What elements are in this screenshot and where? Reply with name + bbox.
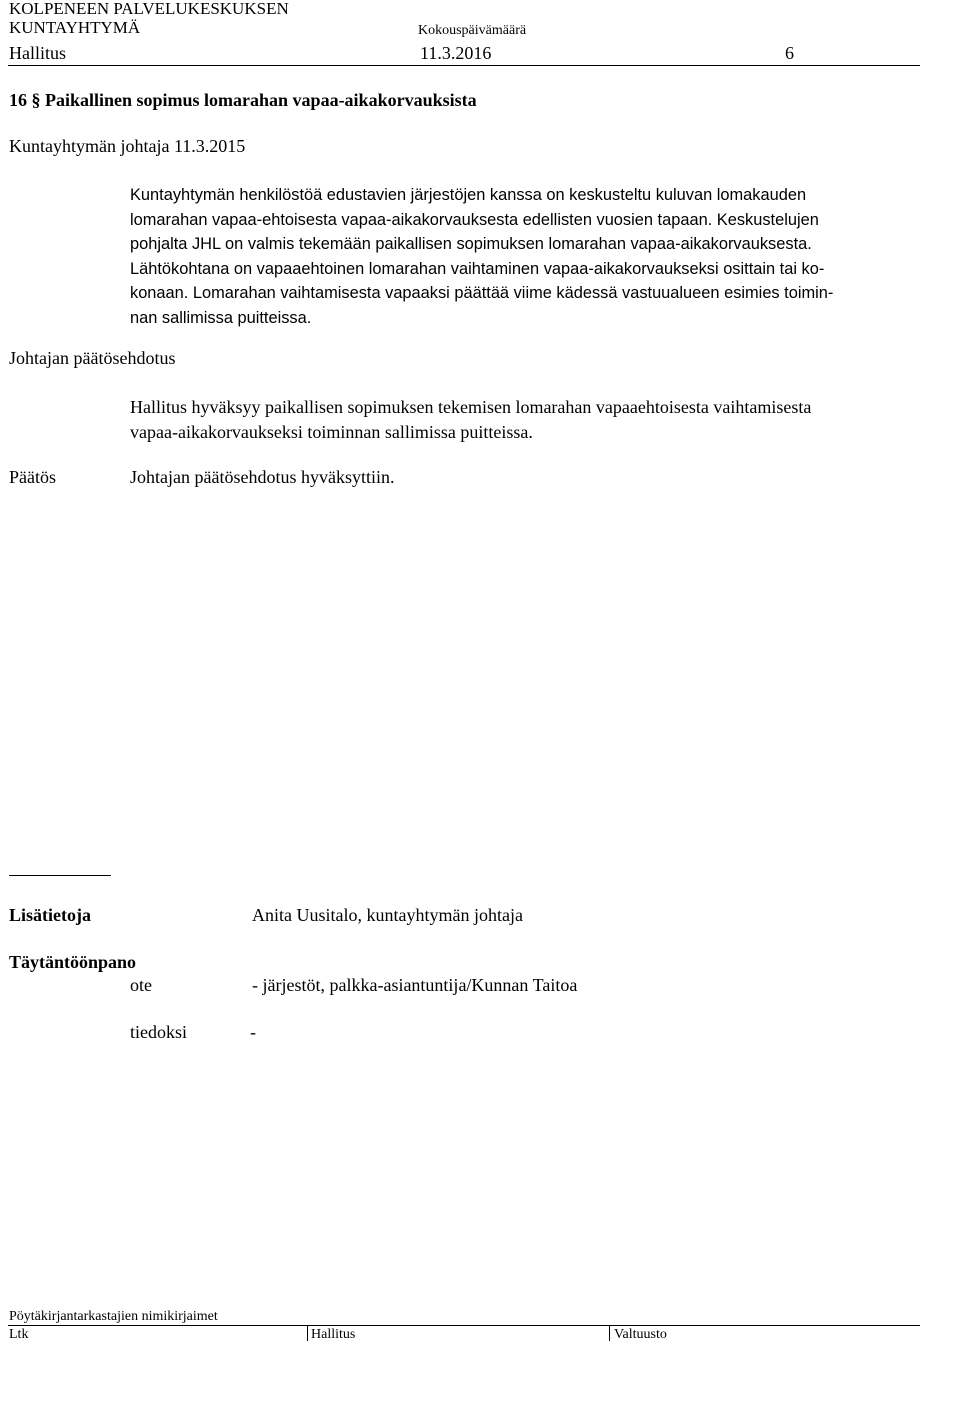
intro-line: konaan. Lomarahan vaihtamisesta vapaaksi päättää viime kädessä vastuualueen esimies toimin- <box>130 284 834 302</box>
signatures-title: Pöytäkirjantarkastajien nimikirjaimet <box>9 1309 218 1324</box>
intro-line: Kuntayhtymän henkilöstöä edustavien järjestöjen kanssa on keskusteltu kuluvan lomakauden <box>130 186 807 204</box>
preparer-line: Kuntayhtymän johtaja 11.3.2015 <box>9 136 246 156</box>
implementation-label: Täytäntöönpano <box>9 952 137 972</box>
info-label: Lisätietoja <box>9 905 91 925</box>
section-number: 16 <box>9 90 27 110</box>
decision-text: Johtajan päätösehdotus hyväksyttiin. <box>130 467 395 487</box>
signatures-rule <box>8 1325 920 1326</box>
ote-value: - järjestöt, palkka-asiantuntija/Kunnan Taitoa <box>252 975 578 995</box>
info-value: Anita Uusitalo, kuntayhtymän johtaja <box>252 905 523 925</box>
org-name: KOLPENEEN PALVELUKESKUKSEN <box>9 0 289 18</box>
header-date: 11.3.2016 <box>420 43 492 63</box>
tiedoksi-value: - <box>250 1022 256 1042</box>
signature-col-hallitus: Hallitus <box>311 1327 356 1342</box>
proposal-label: Johtajan päätösehdotus <box>9 348 176 368</box>
signature-col-ltk: Ltk <box>9 1327 29 1342</box>
section-title <box>9 90 477 110</box>
decision-label: Päätös <box>9 467 56 487</box>
section-symbol: § <box>31 90 41 110</box>
separator-rule <box>9 875 111 876</box>
intro-line: Lähtökohtana on vapaaehtoinen lomarahan vaihtaminen vapaa-aikakorvaukseksi osittain tai ko- <box>130 259 825 278</box>
section-title-text: Paikallinen sopimus lomarahan vapaa-aikakorvauksista <box>45 90 477 110</box>
page-number: 6 <box>785 43 794 63</box>
proposal-paragraph <box>130 395 811 444</box>
ote-label: ote <box>130 975 152 995</box>
header-body: Hallitus <box>9 43 66 63</box>
intro-line: lomarahan vapaa-ehtoisesta vapaa-aikakorvauksesta edellisten vuosien tapaan. Keskustelujen <box>130 210 819 229</box>
header-rule <box>8 65 920 66</box>
intro-paragraph <box>130 183 833 330</box>
intro-line: nan sallimissa puitteissa. <box>130 308 312 327</box>
intro-line: pohjalta JHL on valmis tekemään paikallisen sopimuksen lomarahan vapaa-aikakorvauksesta. <box>130 235 812 253</box>
signature-col-valtuusto: Valtuusto <box>614 1327 667 1342</box>
tiedoksi-label: tiedoksi <box>130 1022 187 1042</box>
signature-divider <box>609 1325 610 1341</box>
meeting-date-label: Kokouspäivämäärä <box>418 23 527 38</box>
signature-divider <box>307 1325 308 1341</box>
proposal-line: vapaa-aikakorvaukseksi toiminnan sallimissa puitteissa. <box>130 421 533 442</box>
dept-name: KUNTAYHTYMÄ <box>9 18 141 37</box>
proposal-line: Hallitus hyväksyy paikallisen sopimuksen tekemisen lomarahan vapaaehtoisesta vaihtamisesta <box>130 397 812 417</box>
